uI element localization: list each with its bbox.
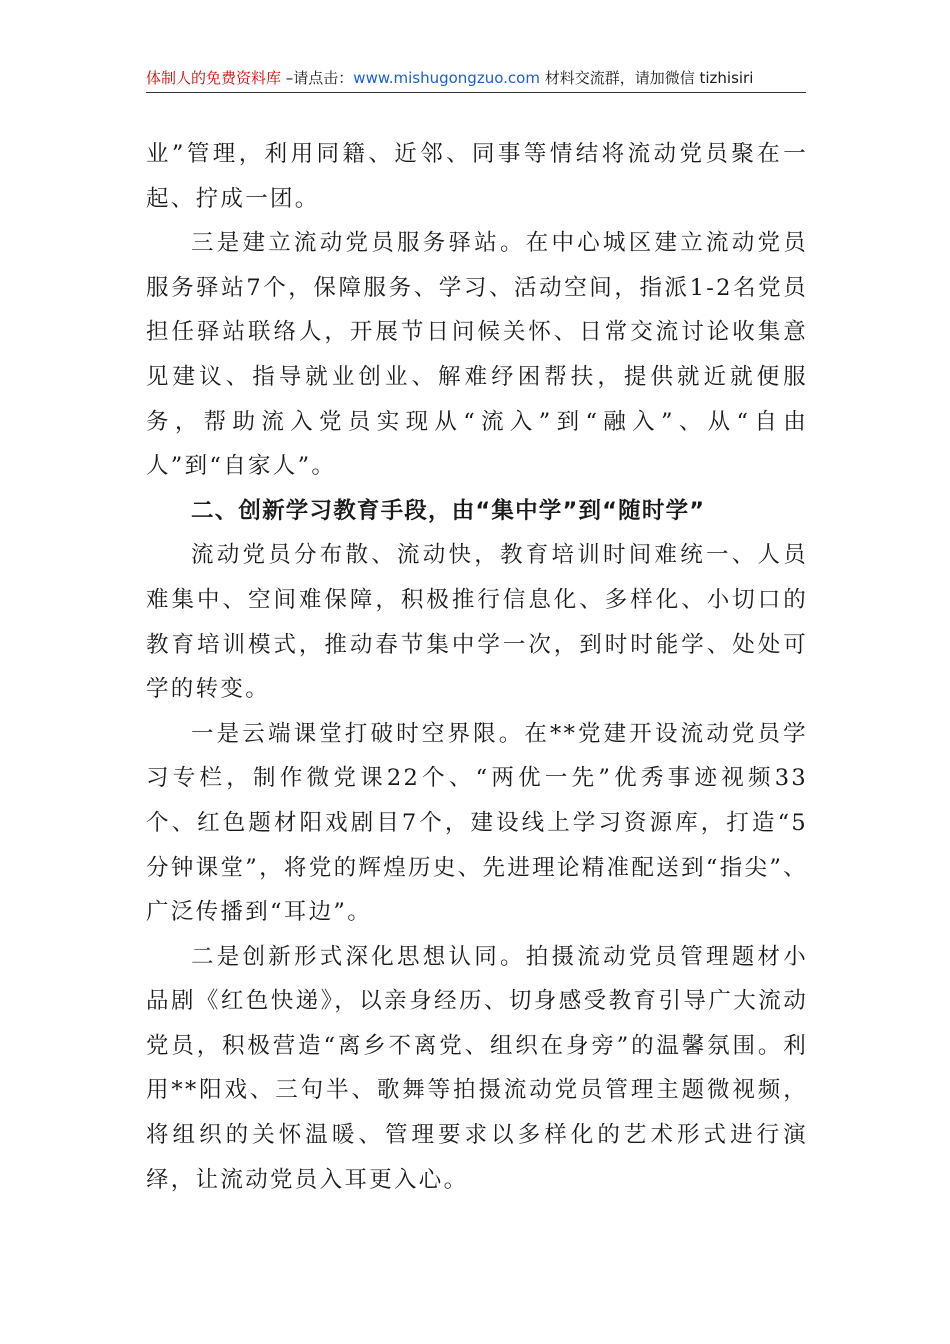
header-separator: –请点击： <box>281 69 354 87</box>
section-heading-2: 二、创新学习教育手段，由“集中学”到“随时学” <box>191 497 706 524</box>
paragraph-cloud-classroom: 一是云端课堂打破时空界限。在**党建开设流动党员学习专栏，制作微党课22个、“两优一先”优秀事迹视频33个、红色题材阳戏剧目7个，建设线上学习资源库，打造“5分钟课堂”，将党的辉煌历史、先进理论精准配送到“指尖”、广泛传播到“耳边”。 <box>146 720 808 926</box>
document-body <box>146 132 808 1202</box>
header-contact-note: 材料交流群，请加微信 tizhisiri <box>539 69 754 87</box>
header-brand: 体制人的免费资料库 <box>146 69 282 87</box>
paragraph-section-intro: 流动党员分布散、流动快，教育培训时间难统一、人员难集中、空间难保障，积极推行信息化、多样化、小切口的教育培训模式，推动春节集中学一次，到时时能学、处处可学的转变。 <box>146 542 808 703</box>
header-url-link[interactable]: www.mishugongzuo.com <box>353 69 540 87</box>
paragraph-service-station: 三是建立流动党员服务驿站。在中心城区建立流动党员服务驿站7个，保障服务、学习、活动空间，指派1-2名党员担任驿站联络人，开展节日问候关怀、日常交流讨论收集意见建议、指导就业创业、解难纾困帮扶，提供就近就便服务，帮助流入党员实现从“流入”到“融入”、从“自由人”到“自家人”。 <box>146 230 808 480</box>
paragraph-continuation: 业”管理，利用同籍、近邻、同事等情结将流动党员聚在一起、拧成一团。 <box>146 141 808 212</box>
paragraph-innovative-forms: 二是创新形式深化思想认同。拍摄流动党员管理题材小品剧《红色快递》，以亲身经历、切身感受教育引导广大流动党员，积极营造“离乡不离党、组织在身旁”的温馨氛围。利用**阳戏、三句半、歌舞等拍摄流动党员管理主题微视频，将组织的关怀温暖、管理要求以多样化的艺术形式进行演绎，让流动党员入耳更入心。 <box>146 943 808 1193</box>
page-header <box>146 64 806 93</box>
